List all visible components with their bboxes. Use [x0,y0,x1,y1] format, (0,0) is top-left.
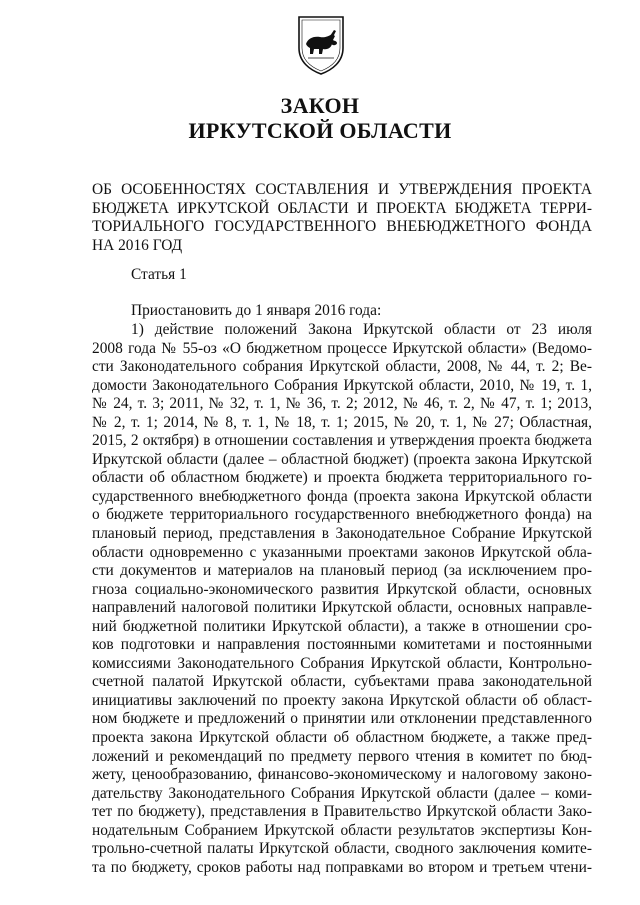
body-line: 2008 года № 55-оз «О бюджетном процессе Иркутской области» (Ведомо- [92,339,592,357]
body-line: ков подготовки и направления постоянными комитетами и постоянными [92,636,592,654]
body-line: сти Законодательного собрания Иркутской области, 2008, № 44, т. 2; Ве- [92,358,592,376]
body-line: трольно-счетной палаты Иркутской области, сводного заключения комите- [92,840,592,858]
document-title-line1: ЗАКОН [280,93,360,118]
article-label: Статья 1 [131,266,187,283]
body-line: 1) действие положений Закона Иркутской области от 23 июля [131,321,592,338]
body-line: плановый период, представления в Законодательное Собрание Иркутской [92,525,592,543]
body-line: направлений налоговой политики Иркутской области, основных направле- [92,599,592,617]
intro-paragraph: Приостановить до 1 января 2016 года: [131,302,382,319]
body-line: домости Законодательного Собрания Иркутской области, 2010, № 19, т. 1, [92,376,592,394]
body-line: нодательным Собранием Иркутской области результатов экспертизы Кон- [92,821,592,839]
body-line: та по бюджету, сроков работы над поправками во втором и третьем чтени- [92,858,592,876]
body-line: проекта закона Иркутской области об областном бюджете, а также пред- [92,729,592,747]
body-line: № 24, т. 3; 2011, № 32, т. 1, № 36, т. 2; 2012, № 46, т. 2, № 47, т. 1; 2013, [92,395,592,413]
body-line: гноза социально-экономического развития Иркутской области, основных [92,580,592,598]
body-line: Иркутской области (далее – областной бюджет) (проекта закона Иркутской [92,450,592,468]
body-line: тет по бюджету), представления в Правительство Иркутской области Зако- [92,803,592,821]
body-line: дательству Законодательного Собрания Иркутской области (далее – коми- [92,784,592,802]
heading-line: ОБ ОСОБЕННОСТЯХ СОСТАВЛЕНИЯ И УТВЕРЖДЕНИЯ ПРОЕКТА [92,181,592,198]
body-line: жету, ценообразованию, финансово-экономическому и налоговому законо- [92,766,592,784]
body-line: области одновременно с указанными проектами законов Иркутской обла- [92,543,592,561]
law-heading [92,181,592,255]
heading-line: ТОРИАЛЬНОГО ГОСУДАРСТВЕННОГО ВНЕБЮДЖЕТНОГО ФОНДА [92,218,592,236]
body-line: о бюджете территориального государственного внебюджетного фонда) на [92,506,592,524]
body-line: ний бюджетной политики Иркутской области), а также в отношении сро- [92,617,592,635]
heading-line: БЮДЖЕТА ИРКУТСКОЙ ОБЛАСТИ И ПРОЕКТА БЮДЖЕТА ТЕРРИ- [92,199,592,217]
document-title-line2: ИРКУТСКОЙ ОБЛАСТИ [188,118,452,143]
body-line: № 2, т. 1; 2014, № 8, т. 1, № 18, т. 1; 2015, № 20, т. 1, № 27; Областная, [92,413,592,431]
body-line: области об областном бюджете) и проекта бюджета территориального го- [92,469,592,487]
body-line: счетной палатой Иркутской области, субъектами права законодательной [92,673,592,691]
body-line: комиссиями Законодательного Собрания Иркутской области, Контрольно- [92,654,592,672]
coat-of-arms-icon [296,14,346,76]
body-line: ложений и рекомендаций по предмету первого чтения в комитет по бюд- [92,747,592,765]
heading-line: НА 2016 ГОД [92,236,183,254]
body-line: ном бюджете и предложений о принятии или отклонении представленного [92,710,592,728]
body-line: 2015, 2 октября) в отношении составления и утверждения проекта бюджета [92,432,592,450]
body-line: сти документов и материалов на плановый период (за исключением про- [92,562,592,580]
article-body [92,321,592,877]
body-line: инициативы заключений по проекту закона Иркутской области об област- [92,691,592,709]
body-line: сударственного внебюджетного фонда (проекта закона Иркутской области [92,487,592,505]
